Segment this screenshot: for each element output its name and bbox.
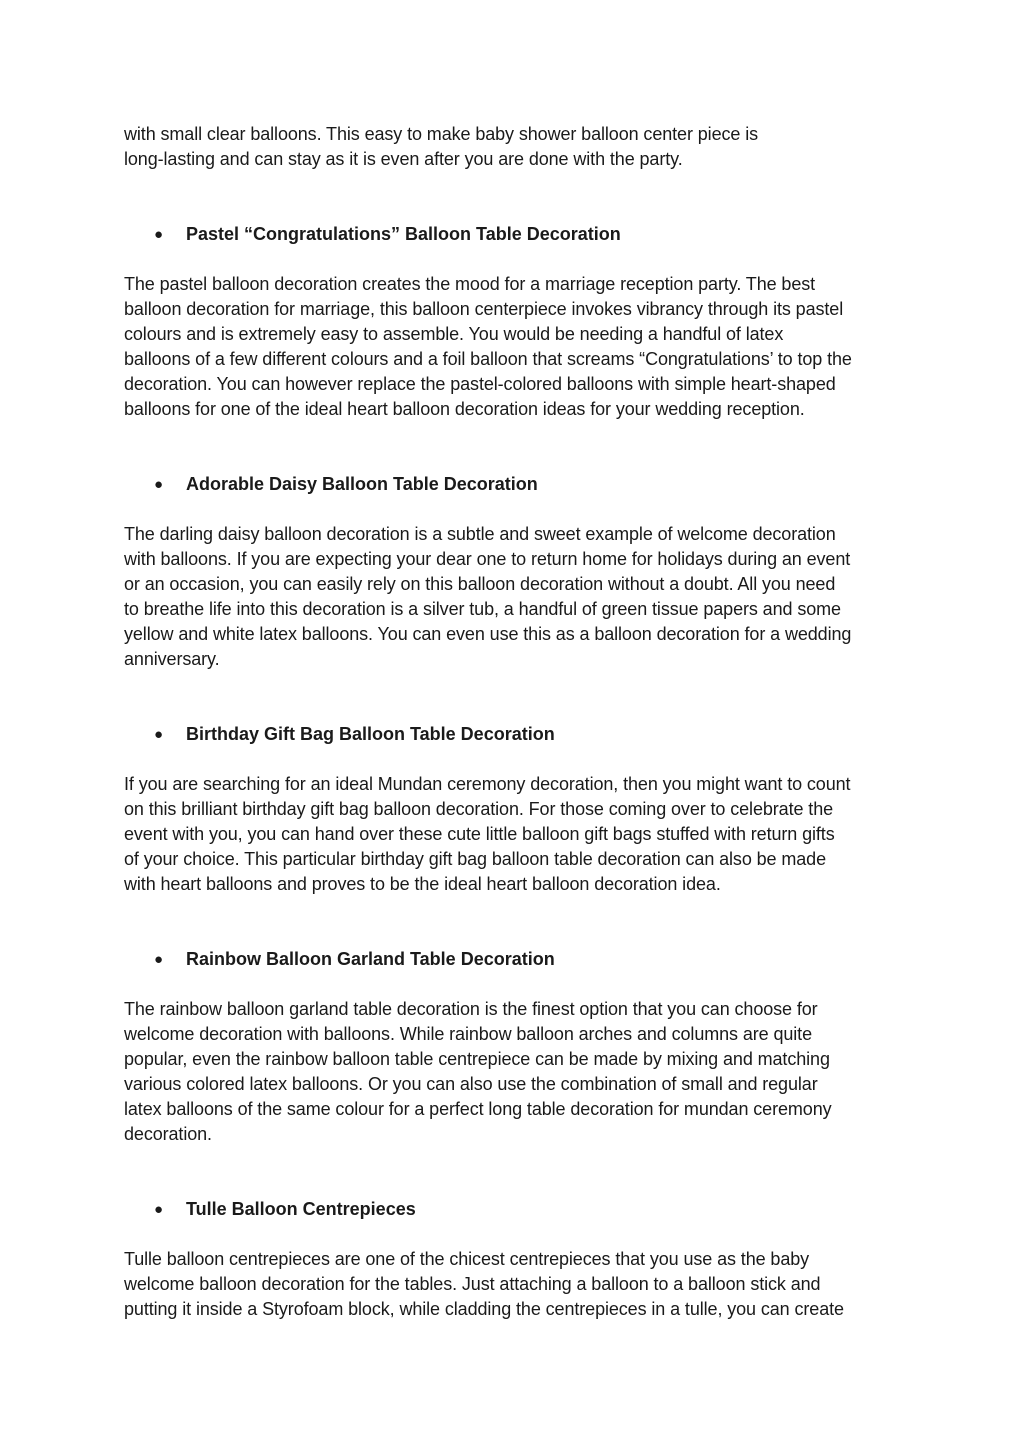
bullet-icon: ●: [154, 476, 164, 493]
section-heading-text: Tulle Balloon Centrepieces: [186, 1199, 416, 1219]
paragraph-line: decoration.: [124, 1124, 212, 1144]
section-heading-text: Adorable Daisy Balloon Table Decoration: [186, 474, 538, 494]
paragraph-line: decoration. You can however replace the pastel-colored balloons with simple heart-shaped: [124, 374, 836, 394]
section-heading-rainbow: [124, 947, 914, 972]
section-heading-text: Rainbow Balloon Garland Table Decoration: [186, 949, 555, 969]
section-heading-pastel: [124, 222, 914, 247]
paragraph-line: long-lasting and can stay as it is even after you are done with the party.: [124, 149, 683, 169]
section-heading-text: Birthday Gift Bag Balloon Table Decoration: [186, 724, 555, 744]
paragraph-line: putting it inside a Styrofoam block, while cladding the centrepieces in a tulle, you can create: [124, 1299, 844, 1319]
section-heading-gift-bag: [124, 722, 914, 747]
paragraph-line: welcome balloon decoration for the tables. Just attaching a balloon to a balloon stick and: [124, 1274, 821, 1294]
paragraph-line: welcome decoration with balloons. While rainbow balloon arches and columns are quite: [124, 1024, 812, 1044]
section-paragraph: [124, 1247, 914, 1322]
bullet-icon: ●: [154, 726, 164, 743]
bullet-icon: ●: [154, 226, 164, 243]
paragraph-line: on this brilliant birthday gift bag balloon decoration. For those coming over to celebrate the: [124, 799, 834, 819]
bullet-icon: ●: [154, 951, 164, 968]
paragraph-line: with small clear balloons. This easy to make baby shower balloon center piece is: [124, 124, 758, 144]
section-paragraph: [124, 772, 914, 897]
document-page: [124, 122, 914, 1322]
section-paragraph: [124, 272, 914, 422]
section-heading-daisy: [124, 472, 914, 497]
paragraph-line: of your choice. This particular birthday gift bag balloon table decoration can also be made: [124, 849, 826, 869]
paragraph-line: latex balloons of the same colour for a perfect long table decoration for mundan ceremony: [124, 1099, 832, 1119]
paragraph-line: balloons for one of the ideal heart balloon decoration ideas for your wedding reception.: [124, 399, 805, 419]
paragraph-line: balloon decoration for marriage, this balloon centerpiece invokes vibrancy through its pastel: [124, 299, 844, 319]
bullet-icon: ●: [154, 1201, 164, 1218]
paragraph-line: Tulle balloon centrepieces are one of the chicest centrepieces that you use as the baby: [124, 1249, 810, 1269]
paragraph-line: yellow and white latex balloons. You can even use this as a balloon decoration for a wedding: [124, 624, 852, 644]
paragraph-line: popular, even the rainbow balloon table centrepiece can be made by mixing and matching: [124, 1049, 830, 1069]
section-heading-text: Pastel “Congratulations” Balloon Table Decoration: [186, 224, 621, 244]
paragraph-line: The darling daisy balloon decoration is a subtle and sweet example of welcome decoration: [124, 524, 836, 544]
section-heading-tulle: [124, 1197, 914, 1222]
paragraph-line: event with you, you can hand over these cute little balloon gift bags stuffed with return gifts: [124, 824, 835, 844]
intro-paragraph: [124, 122, 914, 172]
paragraph-line: with balloons. If you are expecting your dear one to return home for holidays during an event: [124, 549, 851, 569]
paragraph-line: The rainbow balloon garland table decoration is the finest option that you can choose for: [124, 999, 818, 1019]
paragraph-line: with heart balloons and proves to be the ideal heart balloon decoration idea.: [124, 874, 721, 894]
paragraph-line: The pastel balloon decoration creates the mood for a marriage reception party. The best: [124, 274, 816, 294]
paragraph-line: to breathe life into this decoration is a silver tub, a handful of green tissue papers and some: [124, 599, 841, 619]
paragraph-line: various colored latex balloons. Or you can also use the combination of small and regular: [124, 1074, 818, 1094]
section-paragraph: [124, 522, 914, 672]
paragraph-line: balloons of a few different colours and a foil balloon that screams “Congratulations’ to top the: [124, 349, 852, 369]
section-paragraph: [124, 997, 914, 1147]
paragraph-line: anniversary.: [124, 649, 220, 669]
paragraph-line: If you are searching for an ideal Mundan ceremony decoration, then you might want to count: [124, 774, 851, 794]
paragraph-line: colours and is extremely easy to assemble. You would be needing a handful of latex: [124, 324, 784, 344]
paragraph-line: or an occasion, you can easily rely on this balloon decoration without a doubt. All you need: [124, 574, 836, 594]
